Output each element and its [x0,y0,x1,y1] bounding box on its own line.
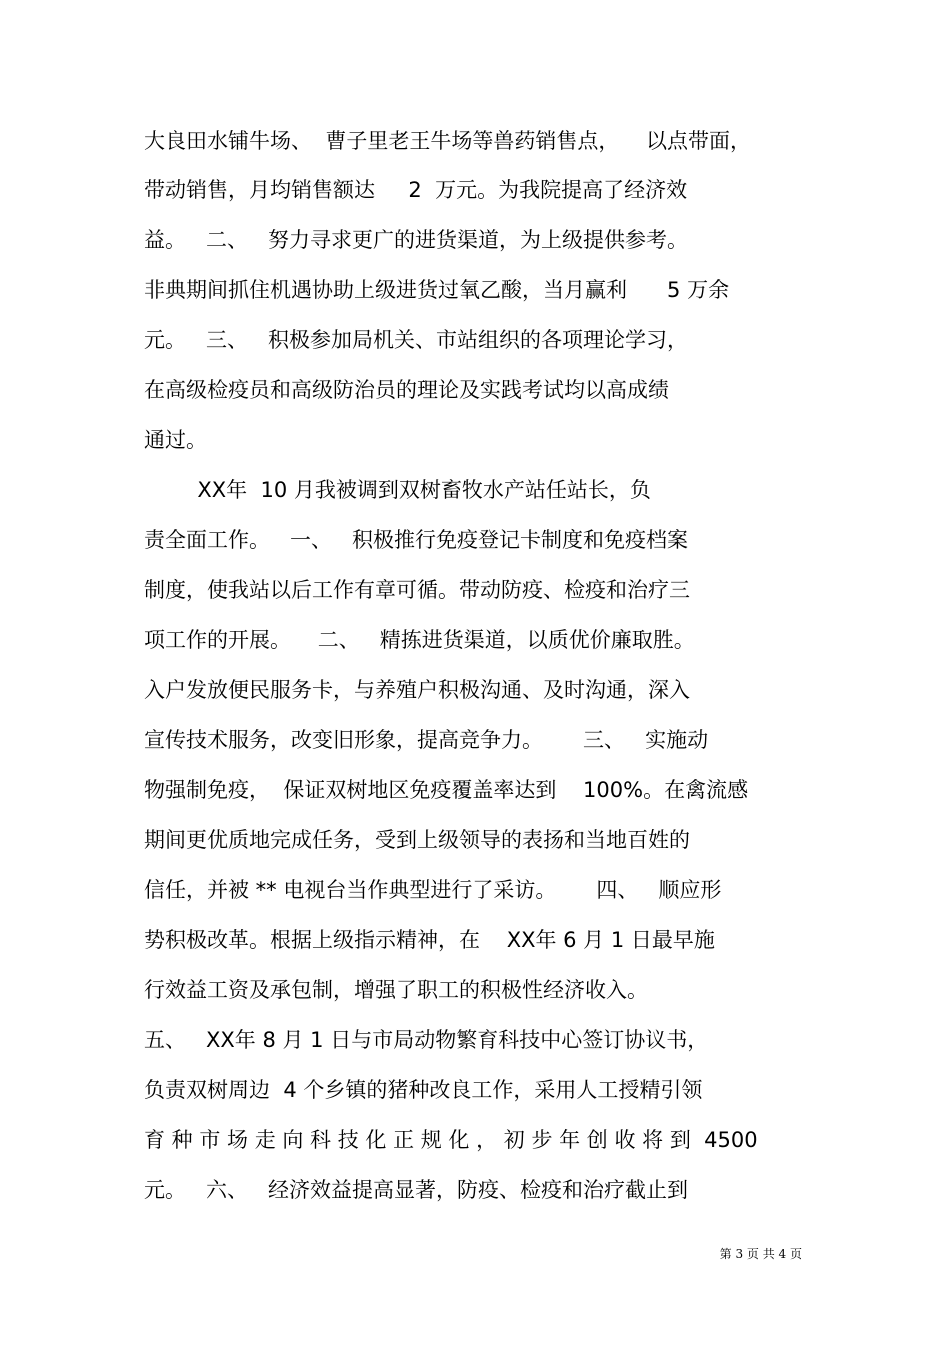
text-line: 元。 六、 经济效益提高显著，防疫、检疫和治疗截止到 [144,1178,689,1202]
text-line: 通过。 [144,428,207,452]
text-line: 行效益工资及承包制，增强了职工的积极性经济收入。 [144,978,648,1002]
text-line: 大良田水铺牛场、 曹子里老王牛场等兽药销售点， 以点带面， [144,129,752,153]
text-line: 入户发放便民服务卡，与养殖户积极沟通、及时沟通，深入 [144,678,690,702]
text-line: 期间更优质地完成任务，受到上级领导的表扬和当地百姓的 [144,828,690,852]
text-line: 在高级检疫员和高级防治员的理论及实践考试均以高成绩 [144,378,669,402]
text-line: 信任，并被 ** 电视台当作典型进行了采访。 四、 顺应形 [144,878,722,902]
text-line: 五、 XX年 8 月 1 日与市局动物繁育科技中心签订协议书， [144,1028,709,1052]
text-line: 责全面工作。 一、 积极推行免疫登记卡制度和免疫档案 [144,528,689,552]
text-line: 育 种 市 场 走 向 科 技 化 正 规 化 ， 初 步 年 创 收 将 到 4500 [144,1128,758,1152]
text-line: 物强制免疫， 保证双树地区免疫覆盖率达到 100%。在禽流感 [144,778,749,802]
text-line: 元。 三、 积极参加局机关、市站组织的各项理论学习， [144,328,689,352]
text-line: 势积极改革。根据上级指示精神，在 XX年 6 月 1 日最早施 [144,928,715,952]
text-line: 制度，使我站以后工作有章可循。带动防疫、检疫和治疗三 [144,578,690,602]
text-line: 项工作的开展。 二、 精拣进货渠道，以质优价廉取胜。 [144,628,695,652]
text-line: 非典期间抓住机遇协助上级进货过氧乙酸，当月赢利 5 万余 [144,278,730,302]
text-line: XX年 10 月我被调到双树畜牧水产站任站长，负 [144,478,651,502]
page-number: 第 3 页 共 4 页 [719,1247,802,1261]
text-line: 负责双树周边 4 个乡镇的猪种改良工作，采用人工授精引领 [144,1078,703,1102]
text-line: 宣传技术服务，改变旧形象，提高竞争力。 三、 实施动 [144,728,709,752]
text-line: 带动销售，月均销售额达 2 万元。为我院提高了经济效 [144,178,688,202]
text-line: 益。 二、 努力寻求更广的进货渠道，为上级提供参考。 [144,228,689,252]
